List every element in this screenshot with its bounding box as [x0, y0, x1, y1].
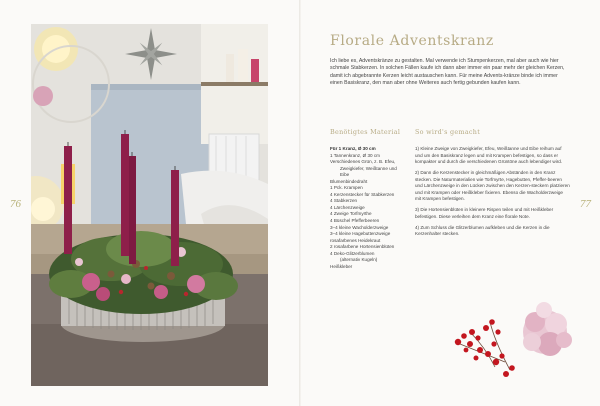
material-item: 4 Zweige Torfmyrthe [330, 211, 372, 217]
material-item: 4 Kerzenstecker für Stabkerzen [330, 191, 395, 197]
material-item: 3–4 kleine Hagebuttenzweige [330, 231, 391, 237]
material-item: Blumenbindedraht [330, 178, 368, 184]
material-item: Zweigkiefer, Weißtanne und [340, 165, 397, 171]
intro-paragraph: Ich liebe es, Adventskränze zu gestalten. Mal verwende ich Stumpenkerzen, mal aber auch wie hier schmale Stabkerzen. In solchen Fällen kaufe ich dann aber immer ein paar mehr der gleichen Kerzen, damit ich abgebrannte Kerzen leicht austauschen kann. Für meine Advents-kränze binde ich immer einen Basiskranz, den man aber ohne Weiteres auch fertig gebunden kaufen kann. [330, 58, 565, 86]
instruction-step: 3) Die Hortensienblüten in kleinere Rispen teilen und mit Heißkleber befestigen. Diese verleihen dem Kranz eine florale Note. [415, 207, 554, 219]
page-number-left: 76 [10, 198, 21, 210]
instruction-steps [415, 146, 570, 242]
materials-items [330, 153, 412, 271]
instructions-heading: So wird's gemacht [415, 128, 481, 136]
instruction-step: 1) Kleine Zweige von Zweigkiefer, Efeu, Weißtanne und Eibe reihum auf und um den Basiskranz legen und mit Krampen befestigen, so dass er kompakter und durch die verschiedenen Grüntöne auch lebendiger wird. [415, 146, 563, 165]
material-item: 1 Tannenkranz, Ø 30 cm [330, 152, 380, 158]
material-item: (alternativ Kugeln) [340, 257, 378, 263]
materials-list [330, 146, 412, 270]
book-gutter [299, 0, 301, 406]
instruction-step: 4) Zum Schluss die Glitzerblumen aufkleben und die Kerzen in die Kerzenhalter stecken. [415, 224, 550, 237]
material-item: Verschiedenes Grün, z. B. Efeu, [330, 159, 396, 165]
page-title: Florale Adventskranz [330, 33, 494, 49]
instruction-step: 2) Dann die Kerzenstecker in gleichmäßigen Abständen in den Kranz stecken. Die Naturmaterialien wie Torfmyrte, Hagebutten, Pfeffer-beeren und Lärchenzweige in den Lücken zwischen den Kerzen-steckern platzieren und mit Krampen oder Heißkleber fixieren. Ebenso die Wacholderzweige mit Krampen befestigen. [415, 170, 570, 202]
material-item: 1 Pck. Krampen [330, 185, 363, 191]
material-item: Heißkleber [330, 263, 353, 269]
material-item: 4 Deko-Glitzerblumen [330, 250, 375, 256]
material-item: 4 Lärchenzweige [330, 204, 365, 210]
advent-wreath-photo [31, 24, 268, 386]
material-item: Eibe [340, 172, 350, 178]
material-item: rosafarbenes Heidekraut [330, 237, 381, 243]
material-item: 3–4 kleine Wacholderzweige [330, 224, 389, 230]
material-item: 4 Stabkerzen [330, 198, 358, 204]
berries-hydrangea-illustration [450, 292, 580, 392]
page-number-right: 77 [580, 198, 591, 210]
material-item: 2 rosafarbene Hortensienblüten [330, 244, 395, 250]
materials-subheading: Für 1 Kranz, Ø 30 cm [330, 146, 376, 151]
materials-heading: Benötigtes Material [330, 128, 401, 136]
material-item: 4 Büschel Pfefferbeeren [330, 218, 380, 224]
wreath-illustration [31, 24, 268, 386]
